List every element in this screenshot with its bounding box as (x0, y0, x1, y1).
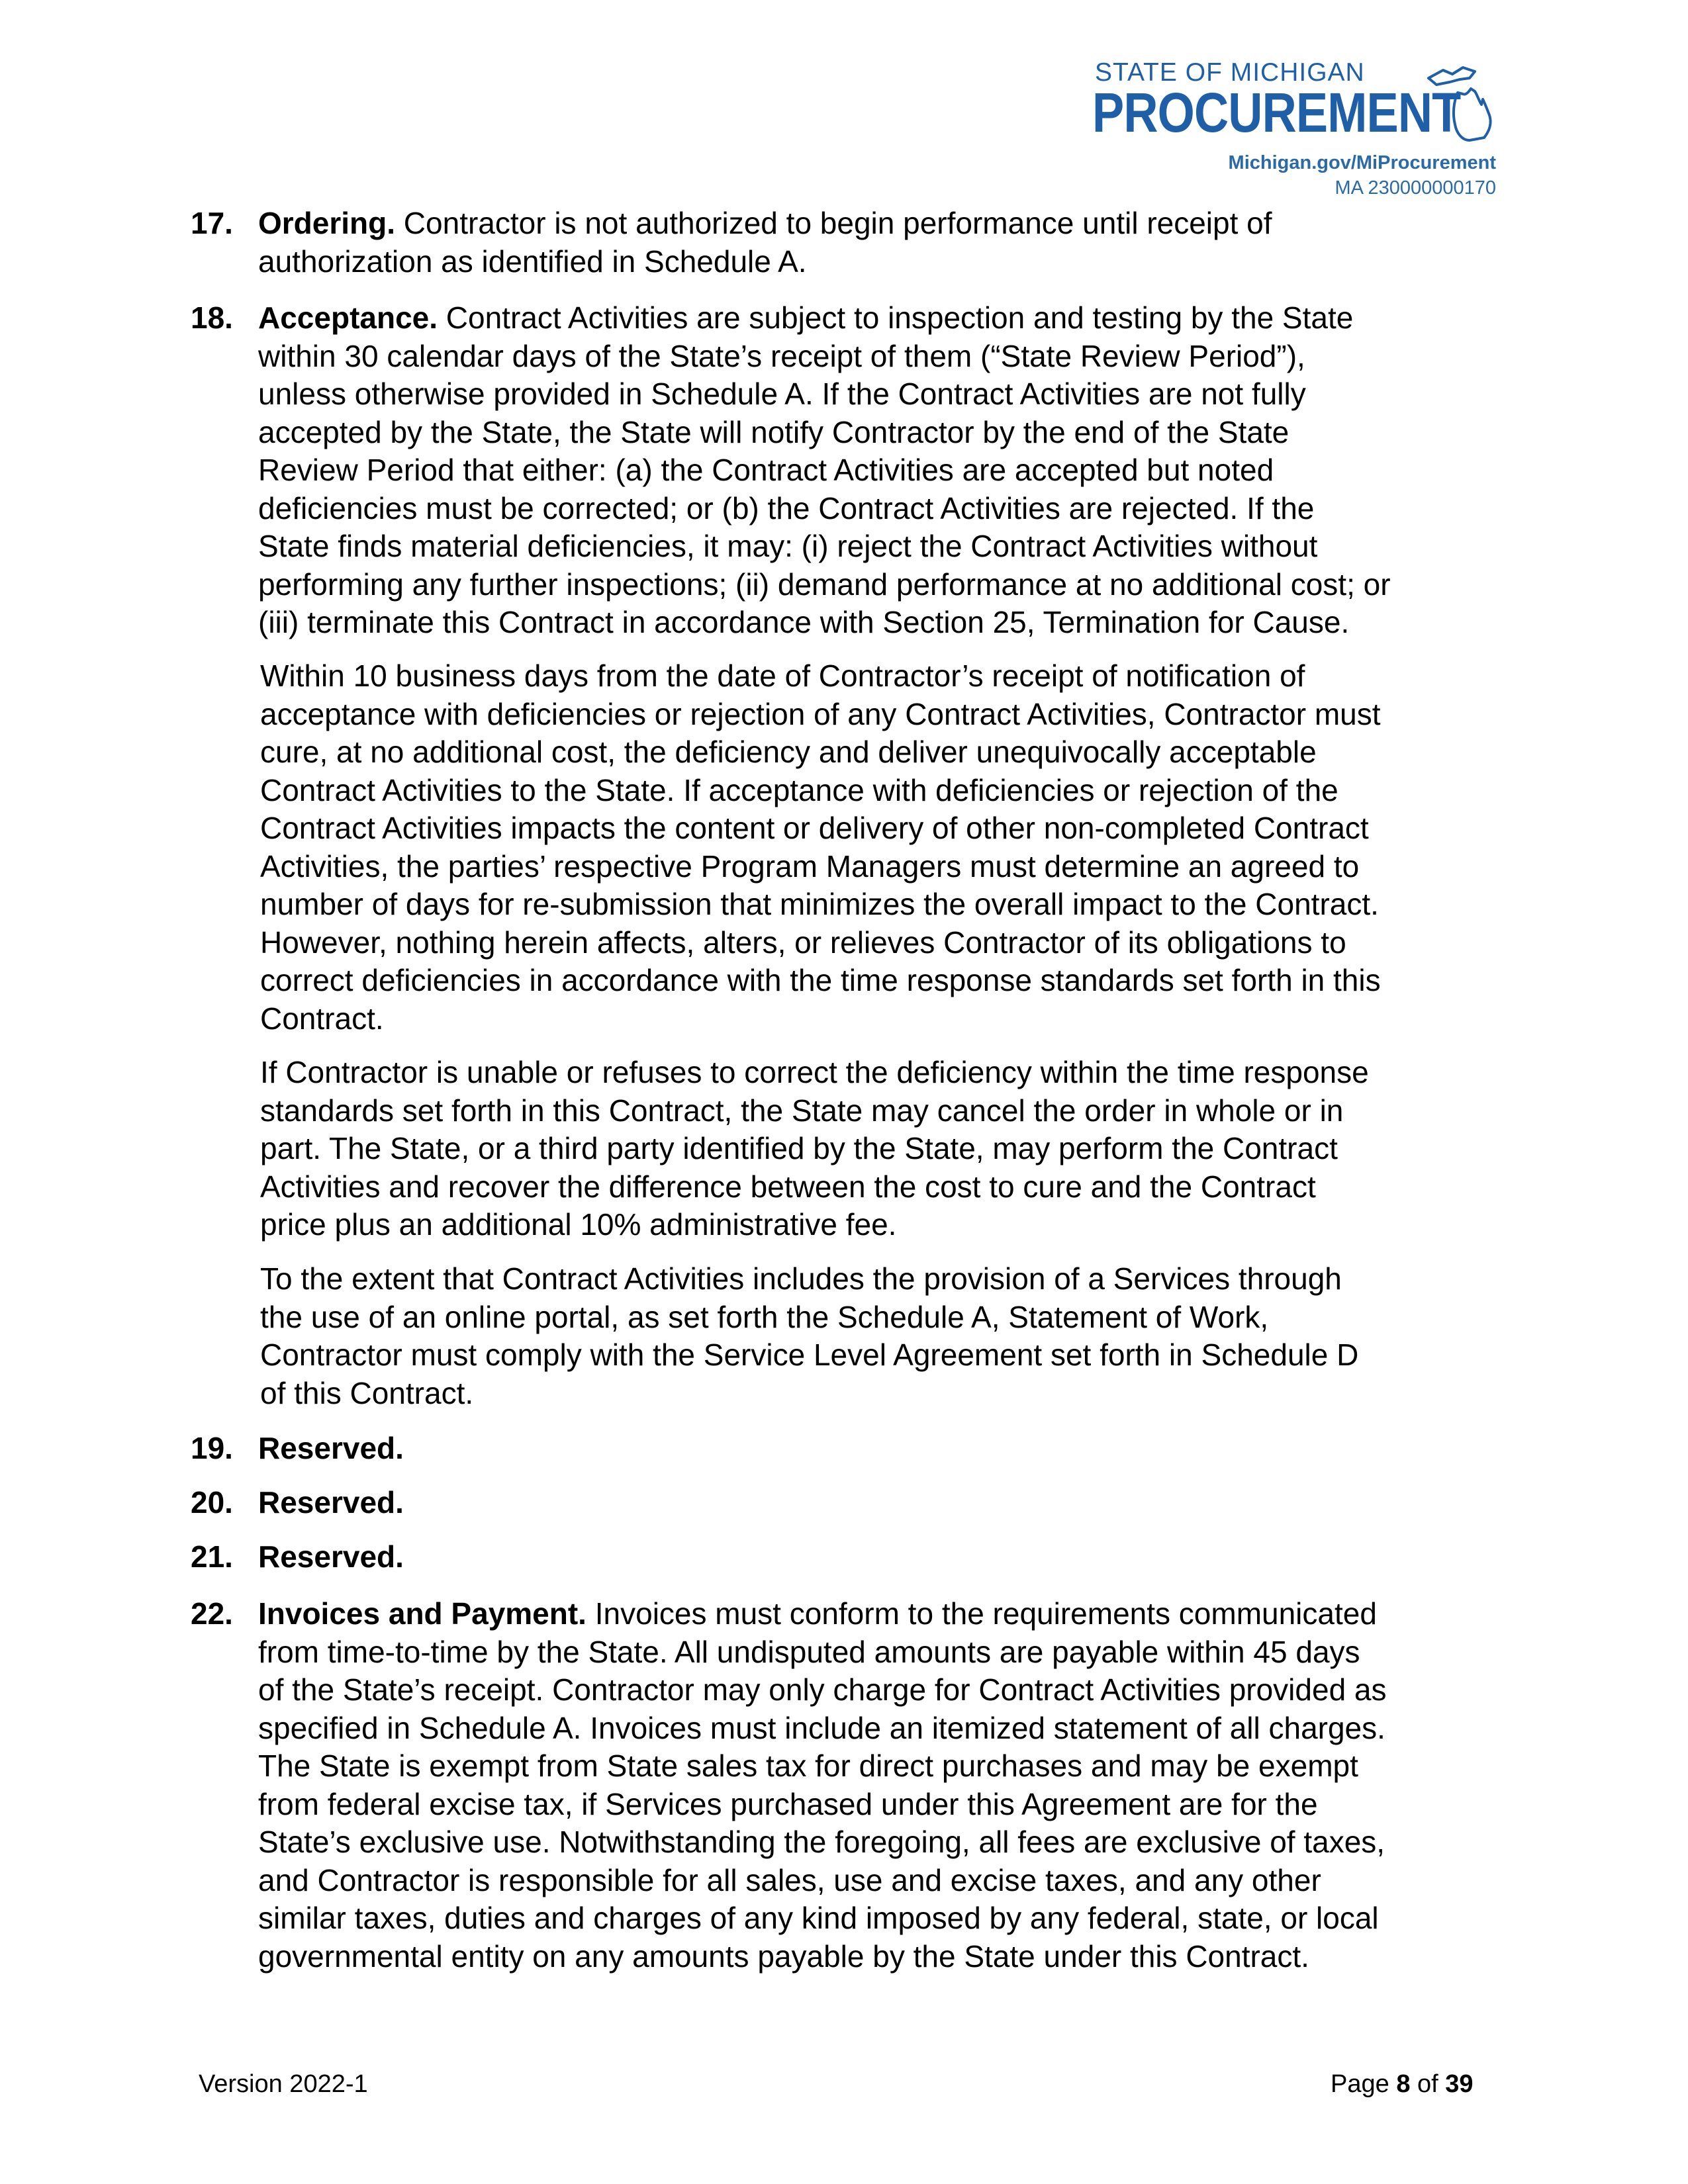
section-text-line: Invoices must conform to the requirements communicated (586, 1596, 1377, 1631)
paragraph-line: Activities and recover the difference between the cost to cure and the Contract (260, 1169, 1316, 1204)
section-text-line: State finds material deficiencies, it may: (i) reject the Contract Activities without (258, 529, 1318, 563)
section-number: 21. (191, 1539, 233, 1574)
acceptance-paragraph-cure (260, 657, 1505, 1038)
acceptance-paragraph-cancel (260, 1054, 1505, 1244)
paragraph-line: correct deficiencies in accordance with the time response standards set forth in this (260, 963, 1381, 997)
paragraph-line: However, nothing herein affects, alters, or relieves Contractor of its obligations to (260, 925, 1346, 960)
section-text-line: from time-to-time by the State. All undisputed amounts are payable within 45 days (258, 1634, 1360, 1669)
paragraph-line: Within 10 business days from the date of Contractor’s receipt of notification of (260, 659, 1305, 693)
section-text-line: accepted by the State, the State will notify Contractor by the end of the State (258, 414, 1289, 449)
footer-page-number (1331, 2070, 1474, 2099)
section-text-line: unless otherwise provided in Schedule A. If the Contract Activities are not fully (258, 377, 1306, 411)
section-text-line: Contractor is not authorized to begin performance until receipt of (395, 206, 1272, 240)
paragraph-line: If Contractor is unable or refuses to correct the deficiency within the time response (260, 1055, 1369, 1089)
section-18 (191, 299, 1501, 642)
section-19 (191, 1430, 1501, 1468)
paragraph-line: acceptance with deficiencies or rejection of any Contract Activities, Contractor must (260, 696, 1381, 731)
section-title: Reserved. (258, 1539, 404, 1574)
section-title: Reserved. (258, 1485, 404, 1520)
page-total: 39 (1445, 2070, 1474, 2098)
section-text-line: of the State’s receipt. Contractor may only charge for Contract Activities provided as (258, 1672, 1387, 1707)
section-text-line: governmental entity on any amounts payable by the State under this Contract. (258, 1938, 1309, 1974)
paragraph-line: standards set forth in this Contract, the State may cancel the order in whole or in (260, 1093, 1344, 1128)
section-text-line: The State is exempt from State sales tax for direct purchases and may be exempt (258, 1749, 1358, 1783)
section-text-line: (iii) terminate this Contract in accordance with Section 25, Termination for Cause. (258, 605, 1350, 639)
logo-state-text: STATE OF MICHIGAN (1095, 58, 1365, 87)
logo-url: Michigan.gov/MiProcurement (1228, 152, 1496, 173)
section-number: 18. (191, 300, 233, 335)
section-title: Ordering. (258, 206, 396, 240)
procurement-logo (1086, 58, 1496, 207)
paragraph-line: price plus an additional 10% administrative fee. (260, 1207, 897, 1242)
section-text-line: performing any further inspections; (ii) demand performance at no additional cost; or (258, 567, 1391, 602)
section-number: 20. (191, 1485, 233, 1520)
page-current: 8 (1396, 2070, 1411, 2098)
section-text-line: and Contractor is responsible for all sales, use and excise taxes, and any other (258, 1862, 1321, 1897)
section-title: Acceptance. (258, 300, 438, 335)
paragraph-line: part. The State, or a third party identified by the State, may perform the Contract (260, 1131, 1338, 1165)
section-17 (191, 205, 1501, 281)
paragraph-line: of this Contract. (260, 1375, 474, 1410)
section-text-line: specified in Schedule A. Invoices must include an itemized statement of all charges. (258, 1710, 1385, 1745)
page-prefix: Page (1331, 2070, 1397, 2098)
page-of: of (1410, 2070, 1446, 2098)
section-text-line: within 30 calendar days of the State’s receipt of them (“State Review Period”), (258, 338, 1305, 373)
paragraph-line: Contract Activities to the State. If acceptance with deficiencies or rejection of the (260, 772, 1338, 807)
acceptance-paragraph-portal (260, 1260, 1505, 1412)
section-text-line: deficiencies must be corrected; or (b) the Contract Activities are rejected. If the (258, 490, 1315, 525)
section-text-line: Contract Activities are subject to inspection and testing by the State (438, 300, 1354, 335)
section-number: 22. (191, 1596, 233, 1631)
paragraph-line: Activities, the parties’ respective Program Managers must determine an agreed to (260, 848, 1360, 884)
section-text-line: authorization as identified in Schedule A. (258, 244, 807, 279)
section-21 (191, 1538, 1501, 1576)
section-text-line: Review Period that either: (a) the Contract Activities are accepted but noted (258, 453, 1274, 487)
paragraph-line: Contract. (260, 1001, 384, 1036)
footer-version: Version 2022-1 (199, 2070, 368, 2098)
section-22 (191, 1595, 1501, 1976)
section-number: 17. (191, 206, 233, 240)
section-text-line: from federal excise tax, if Services purchased under this Agreement are for the (258, 1786, 1318, 1821)
paragraph-line: To the extent that Contract Activities includes the provision of a Services through (260, 1261, 1342, 1296)
section-number: 19. (191, 1431, 233, 1465)
section-text-line: State’s exclusive use. Notwithstanding the foregoing, all fees are exclusive of taxes, (258, 1825, 1385, 1859)
ma-number: MA 230000000170 (1335, 177, 1496, 199)
section-text-line: similar taxes, duties and charges of any kind imposed by any federal, state, or local (258, 1901, 1379, 1935)
paragraph-line: Contractor must comply with the Service Level Agreement set forth in Schedule D (260, 1338, 1359, 1372)
paragraph-line: Contract Activities impacts the content or delivery of other non-completed Contract (260, 811, 1369, 845)
paragraph-line: number of days for re-submission that minimizes the overall impact to the Contract. (260, 887, 1379, 921)
section-title: Invoices and Payment. (258, 1596, 586, 1631)
michigan-map-icon (1423, 58, 1496, 144)
section-20 (191, 1484, 1501, 1522)
section-title: Reserved. (258, 1431, 404, 1465)
paragraph-line: the use of an online portal, as set forth the Schedule A, Statement of Work, (260, 1299, 1269, 1334)
logo-procurement-text: PROCUREMENT (1092, 81, 1461, 144)
paragraph-line: cure, at no additional cost, the deficiency and deliver unequivocally acceptable (260, 735, 1317, 769)
